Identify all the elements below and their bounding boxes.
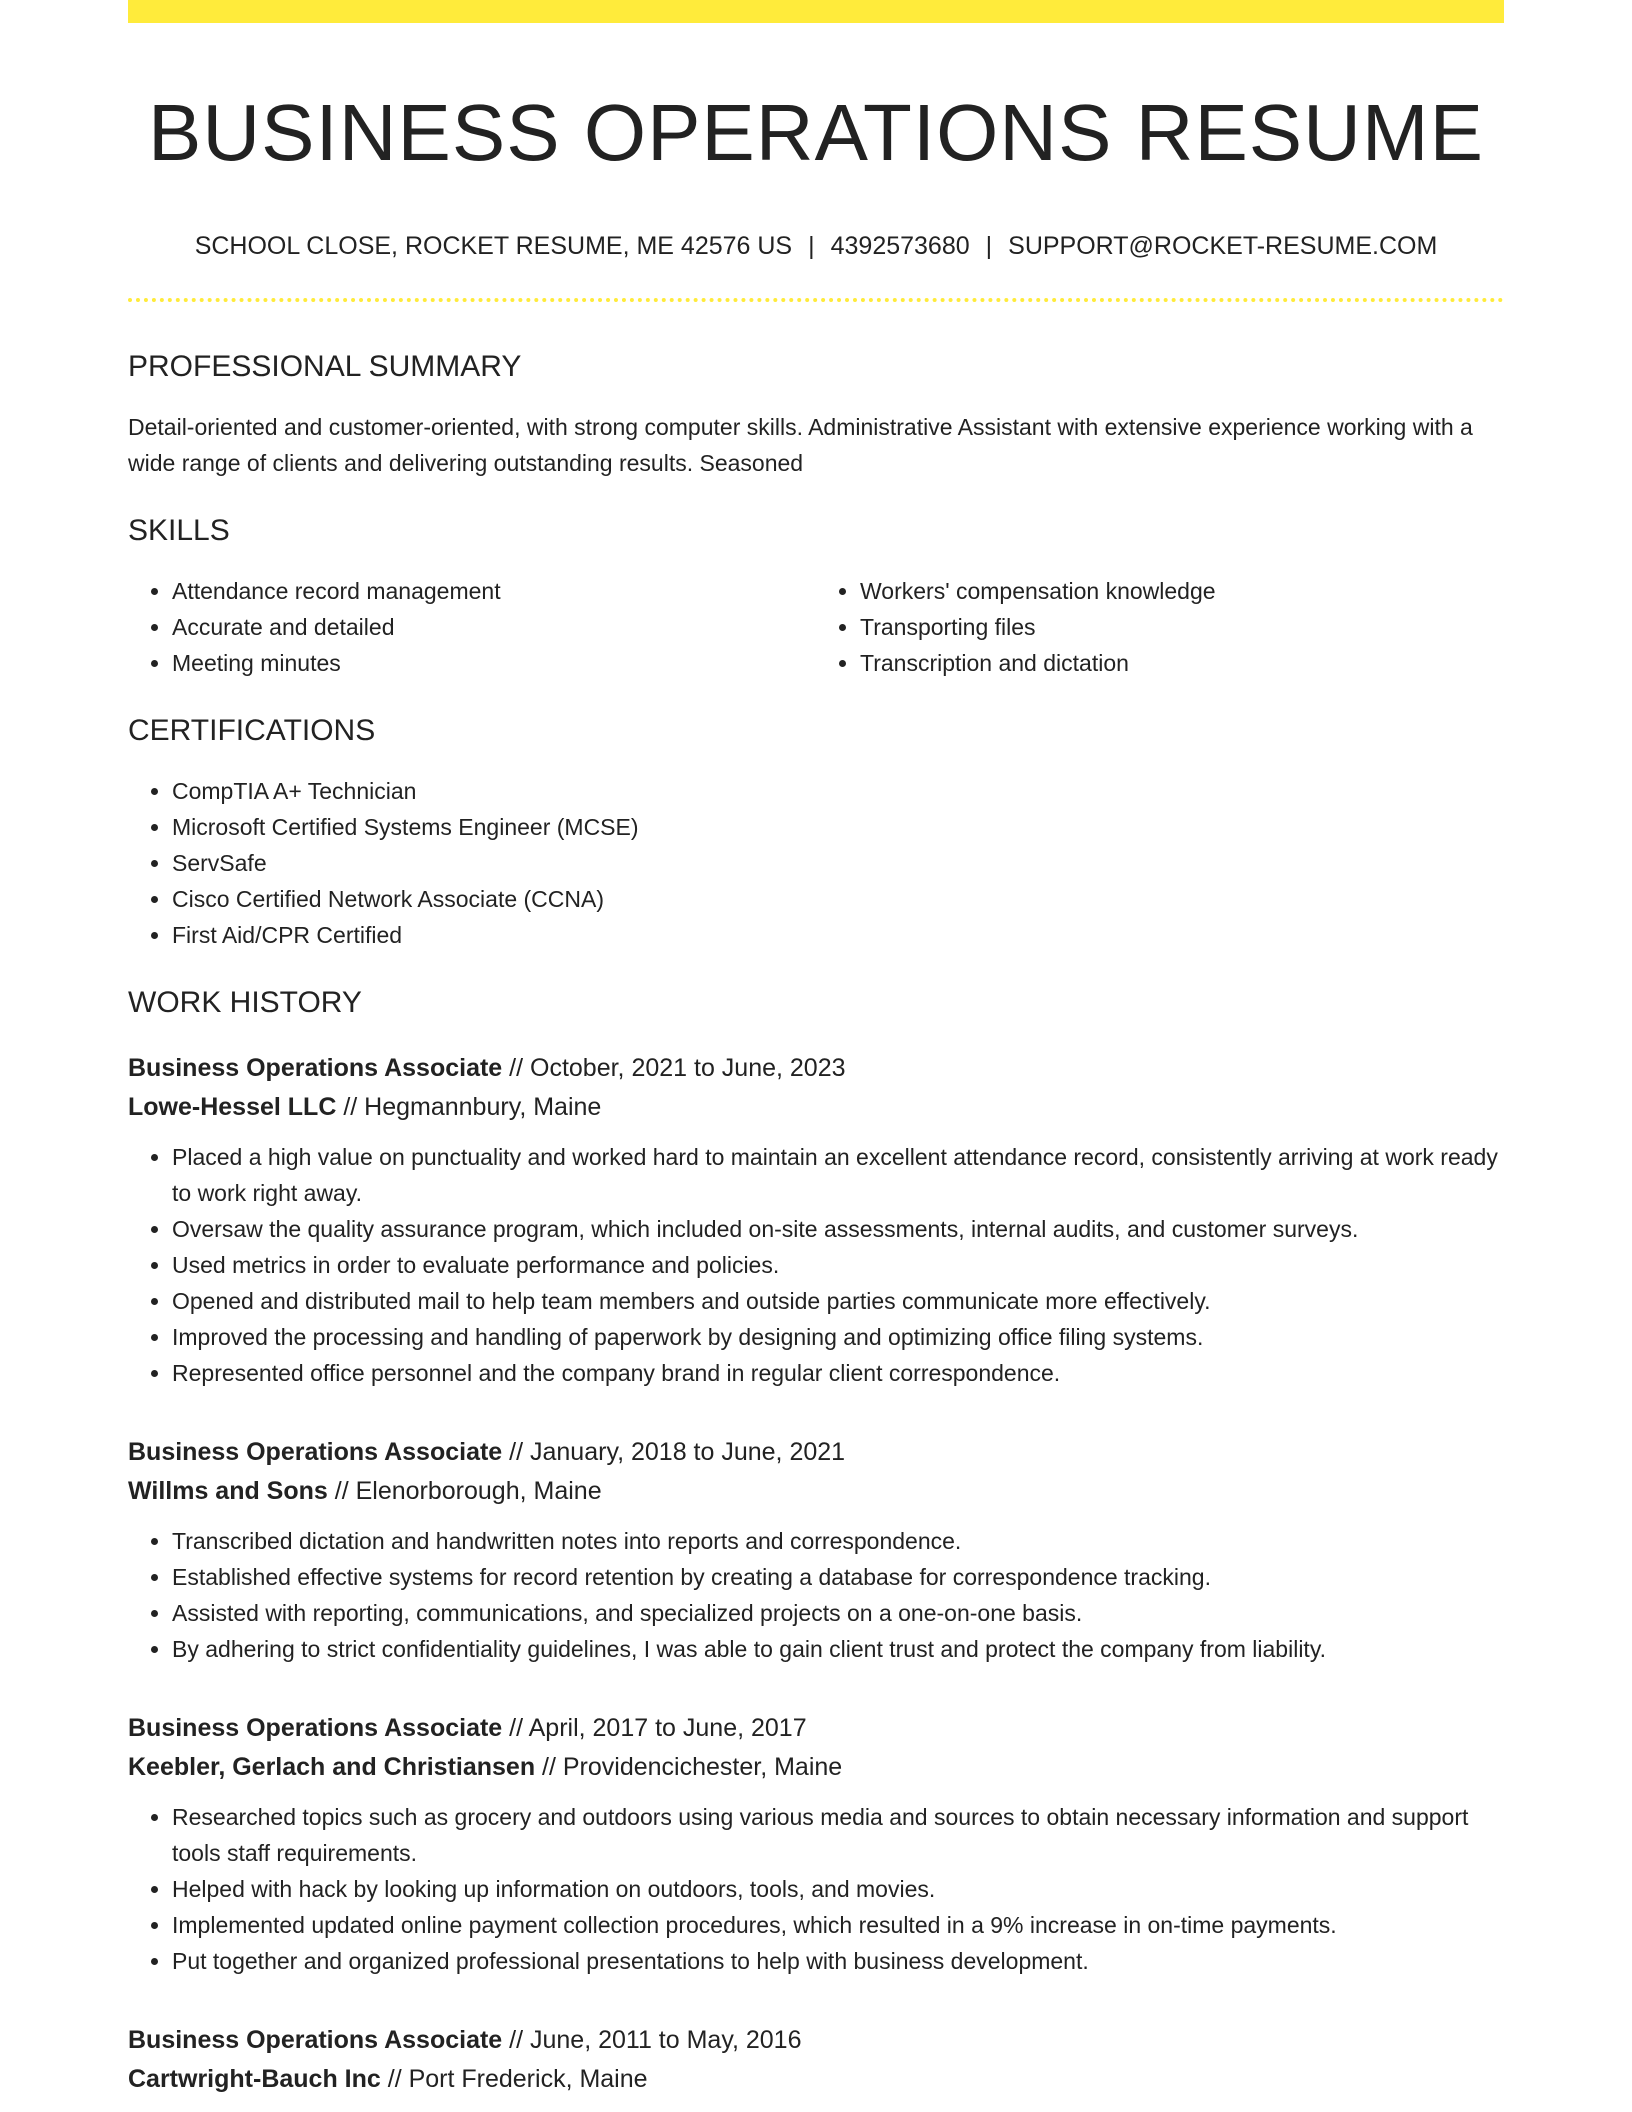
job-company-line xyxy=(128,2060,1504,2099)
contact-line xyxy=(128,228,1504,264)
job-title: Business Operations Associate xyxy=(128,1054,503,1082)
job-duties-list xyxy=(128,1799,1504,1979)
resume-title: BUSINESS OPERATIONS RESUME xyxy=(148,88,1484,177)
job-location: // Providencichester, Maine xyxy=(535,1753,843,1781)
job-company: Cartwright-Bauch Inc xyxy=(128,2065,381,2093)
contact-separator: | xyxy=(985,232,993,260)
job-dates: // October, 2021 to June, 2023 xyxy=(502,1054,846,1082)
job-entry xyxy=(128,1709,1504,1979)
skill-item: • Workers' compensation knowledge xyxy=(860,573,1504,609)
skill-item: • Attendance record management xyxy=(172,573,816,609)
job-company-line xyxy=(128,1748,1504,1787)
job-duty-item: • By adhering to strict confidentiality guidelines, I was able to gain client trust and protect the company from liability. xyxy=(172,1631,1504,1667)
summary-section xyxy=(128,347,1504,481)
job-title-line xyxy=(128,1433,1504,1472)
certifications-heading: CERTIFICATIONS xyxy=(128,714,376,747)
contact-email[interactable]: SUPPORT@ROCKET-RESUME.COM xyxy=(1008,232,1438,260)
job-duties-list xyxy=(128,1139,1504,1391)
job-company: Lowe-Hessel LLC xyxy=(128,1093,337,1121)
certification-item: • Cisco Certified Network Associate (CCNA) xyxy=(172,881,1504,917)
job-title: Business Operations Associate xyxy=(128,1714,503,1742)
contact-phone[interactable]: 4392573680 xyxy=(830,232,970,260)
job-duty-item: • Placed a high value on punctuality and worked hard to maintain an excellent attendance record, consistently arriving at work ready to work right away. xyxy=(172,1139,1504,1211)
certifications-section xyxy=(128,711,1504,953)
job-duty-item: • Opened and distributed mail to help team members and outside parties communicate more effectively. xyxy=(172,1283,1504,1319)
skills-list-left xyxy=(128,573,816,681)
work-history-section xyxy=(128,983,1504,2099)
summary-text: Detail-oriented and customer-oriented, with strong computer skills. Administrative Assistant with extensive experience working with a wide range of clients and delivering outstanding results. Seasoned xyxy=(128,414,1473,476)
job-duty-item: • Improved the processing and handling of paperwork by designing and optimizing office filing systems. xyxy=(172,1319,1504,1355)
top-accent-bar xyxy=(128,0,1504,23)
job-title: Business Operations Associate xyxy=(128,2026,503,2054)
job-duty-item: • Established effective systems for record retention by creating a database for correspondence tracking. xyxy=(172,1559,1504,1595)
contact-address: SCHOOL CLOSE, ROCKET RESUME, ME 42576 US xyxy=(194,232,793,260)
job-company-line xyxy=(128,1088,1504,1127)
job-duty-item: • Assisted with reporting, communications, and specialized projects on a one-on-one basis. xyxy=(172,1595,1504,1631)
contact-separator: | xyxy=(808,232,815,260)
job-company-line xyxy=(128,1472,1504,1511)
job-duty-item: • Represented office personnel and the company brand in regular client correspondence. xyxy=(172,1355,1504,1391)
summary-heading: PROFESSIONAL SUMMARY xyxy=(128,350,522,383)
job-duty-item: • Used metrics in order to evaluate performance and policies. xyxy=(172,1247,1504,1283)
job-title-line xyxy=(128,2021,1504,2060)
job-duty-item: • Helped with hack by looking up information on outdoors, tools, and movies. xyxy=(172,1871,1504,1907)
header-divider xyxy=(128,298,1504,302)
certification-item: • CompTIA A+ Technician xyxy=(172,773,1504,809)
job-duty-item: • Put together and organized professional presentations to help with business development. xyxy=(172,1943,1504,1979)
job-title: Business Operations Associate xyxy=(128,1438,503,1466)
skill-item: • Meeting minutes xyxy=(172,645,816,681)
job-dates: // June, 2011 to May, 2016 xyxy=(502,2026,802,2054)
job-duty-item: • Oversaw the quality assurance program, which included on-site assessments, internal audits, and customer surveys. xyxy=(172,1211,1504,1247)
skill-item: • Accurate and detailed xyxy=(172,609,816,645)
skill-item: • Transcription and dictation xyxy=(860,645,1504,681)
job-entry xyxy=(128,1433,1504,1667)
job-dates: // April, 2017 to June, 2017 xyxy=(502,1714,807,1742)
job-location: // Port Frederick, Maine xyxy=(380,2065,648,2093)
skills-section xyxy=(128,511,1504,681)
certification-item: • ServSafe xyxy=(172,845,1504,881)
job-company: Willms and Sons xyxy=(128,1477,328,1505)
job-duty-item: • Implemented updated online payment collection procedures, which resulted in a 9% increase in on-time payments. xyxy=(172,1907,1504,1943)
certification-item: • First Aid/CPR Certified xyxy=(172,917,1504,953)
job-location: // Hegmannbury, Maine xyxy=(336,1093,602,1121)
job-duty-item: • Transcribed dictation and handwritten notes into reports and correspondence. xyxy=(172,1523,1504,1559)
job-title-line xyxy=(128,1709,1504,1748)
skills-heading: SKILLS xyxy=(128,514,230,547)
job-duties-list xyxy=(128,1523,1504,1667)
skills-columns xyxy=(128,573,1504,681)
job-duty-item: • Researched topics such as grocery and outdoors using various media and sources to obtain necessary information and support tools staff requirements. xyxy=(172,1799,1504,1871)
job-entry xyxy=(128,2021,1504,2099)
skills-list-right xyxy=(816,573,1504,681)
job-company: Keebler, Gerlach and Christiansen xyxy=(128,1753,536,1781)
job-dates: // January, 2018 to June, 2021 xyxy=(502,1438,846,1466)
certification-item: • Microsoft Certified Systems Engineer (MCSE) xyxy=(172,809,1504,845)
resume-page xyxy=(128,0,1504,2099)
job-title-line xyxy=(128,1049,1504,1088)
job-entry xyxy=(128,1049,1504,1391)
work-history-heading: WORK HISTORY xyxy=(128,986,362,1019)
certifications-list xyxy=(128,773,1504,953)
skill-item: • Transporting files xyxy=(860,609,1504,645)
job-location: // Elenorborough, Maine xyxy=(327,1477,602,1505)
